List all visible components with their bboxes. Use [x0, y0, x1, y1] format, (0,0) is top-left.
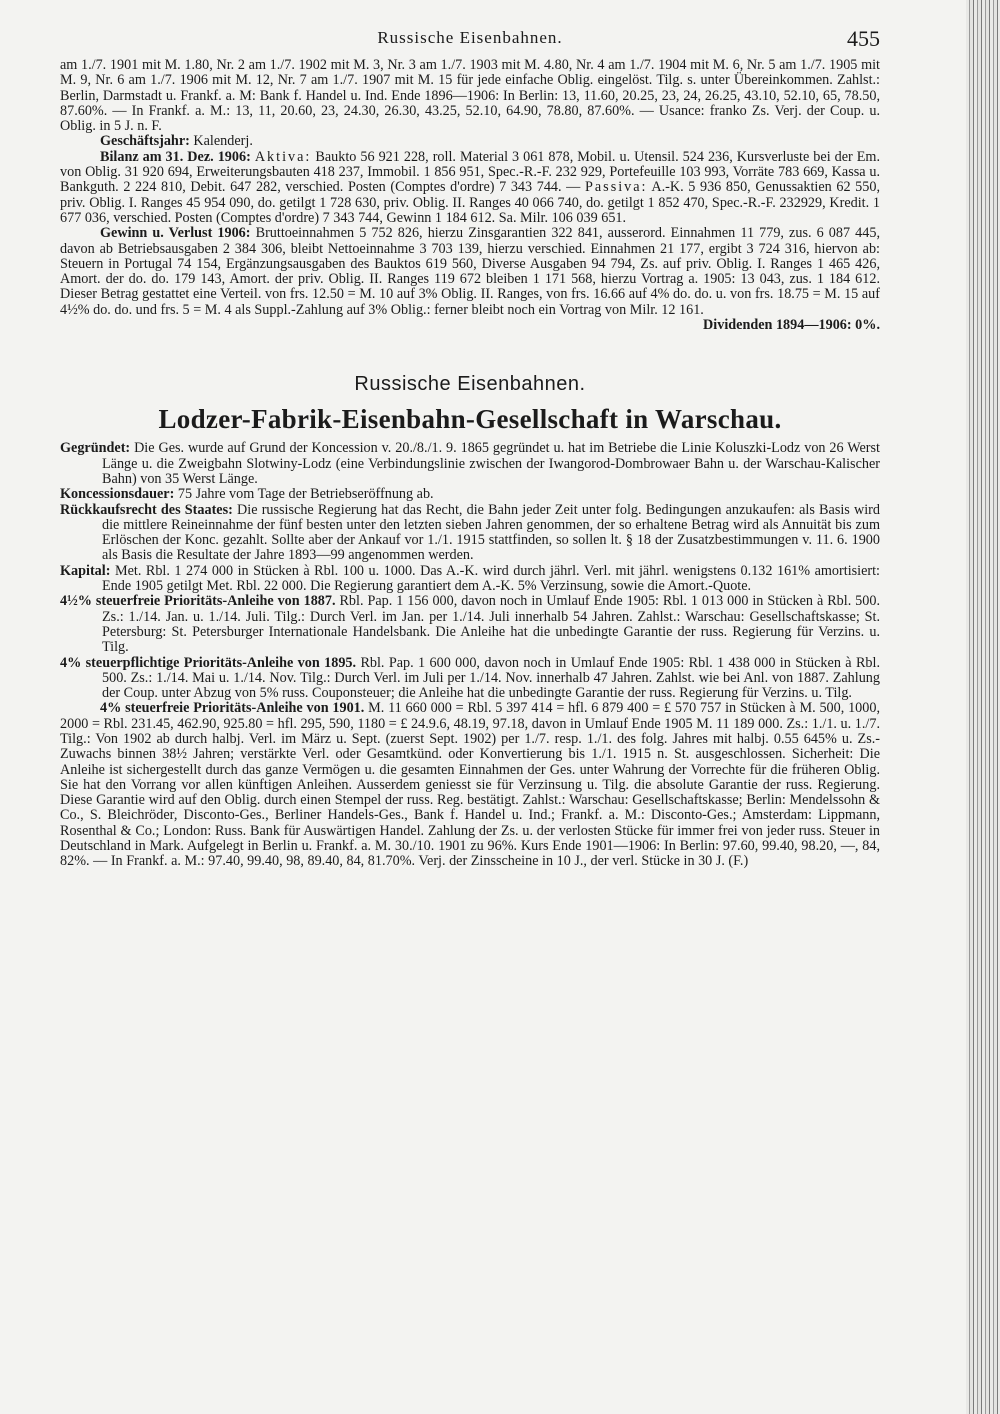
label-bilanz: Bilanz am 31. Dez. 1906: — [100, 148, 251, 165]
paragraph-intro: am 1./7. 1901 mit M. 1.80, Nr. 2 am 1./7. 1902 mit M. 3, Nr. 3 am 1./7. 1903 mit M. 4.80, Nr. 4 am 1./7. 1904 mit M. 6, Nr. 5 am 1./7. 1905 mit M. 9, Nr. 6 am 1./7. 1906 mit M. 12, Nr. 7 am 1./7. 1907 mit M. 15 für jede einfache Oblig. eingelöst. Tilg. s. unter Übereinkommen. Zahlst.: Berlin, Darmstadt u. Frankf. a. M: Bank f. Handel u. Ind. Ende 1896—1906: In Berlin: 13, 11.60, 20.25, 23, 24, 26.25, 43.10, 52.10, 65, 78.50, 87.60%. — In Frankf. a. M.: 13, 11, 20.60, 23, 24.30, 26.30, 43.25, 52.10, 64.90, 78.80, 87.60%. — Usance: franko Zs. Verj. der Coup. u. Oblig. in 5 J. n. F. — [60, 57, 880, 135]
loans-list — [60, 594, 880, 869]
entry-label: Gegründet: — [60, 440, 131, 457]
label-geschaeftsjahr: Geschäftsjahr: — [100, 133, 190, 150]
document-page — [60, 22, 880, 870]
loan-label: 4½% steuerfreie Prioritäts-Anleihe von 1887. — [60, 593, 336, 610]
loan-label: 4% steuerfreie Prioritäts-Anleihe von 1901. — [100, 700, 365, 717]
paragraph-gewinn — [60, 226, 880, 318]
label-passiva: Passiva: — [584, 179, 648, 196]
text-gewinn: Bruttoeinnahmen 5 752 826, hierzu Zinsgarantien 322 841, ausserord. Einnahmen 11 779, zus. 6 087 445, davon ab Betriebsausgaben 2 384 306, bleibt Nettoeinnahme 3 703 139, hierzu verschied. Einnahmen 21 177, ergibt 3 724 316, hiervon ab: Steuern in Portugal 74 154, Ergänzungsausgaben des Bauktos 619 560, Diverse Ausgaben 94 794, Zs. auf priv. Oblig. I. Ranges 1 465 426, Amort. der do. do. 179 143, Amort. der priv. Oblig. II. Ranges 119 672 bleiben 1 171 568, hierzu Vortrag a. 1905: 13 043, zus. 1 184 612. Dieser Betrag gestattet eine Verteil. von frs. 12.50 = M. 10 auf 3% Oblig. II. Ranges, von frs. 16.66 auf 4% do. do. u. von frs. 18.75 = M. 15 auf 4½% do. do. und frs. 5 = M. 4 als Suppl.-Zahlung auf 3% Oblig.: ferner bleibt noch ein Vortrag von Milr. 12 161. — [60, 225, 881, 318]
entry-label: Kapital: — [60, 562, 111, 579]
company-title: Lodzer-Fabrik-Eisenbahn-Gesellschaft in Warschau. — [158, 404, 782, 435]
entry-label: Rückkaufsrecht des Staates: — [60, 501, 233, 518]
entry-kapital — [60, 564, 880, 595]
loan-1901 — [60, 701, 880, 869]
entry-label: Koncessionsdauer: — [60, 486, 175, 503]
label-aktiva: Aktiva: — [254, 148, 312, 165]
loan-text: Rbl. Pap. 1 156 000, davon noch in Umlauf Ende 1905: Rbl. 1 013 000 in Stücken à Rbl. 500. Zs.: 1./14. Jan. u. 1./14. Juli. Tilg.: Durch Verl. im Jan. per 1./14. Juli innerhalb 54 Jahren. Zahlst.: Warschau: Gesellschaftskasse; St. Petersburg: St. Petersburger Internationale Handelsbank. Die Anleihe hat die unbedingte Garantie der russ. Regierung für Verzins. u. Tilg. — [102, 593, 881, 656]
loan-1895 — [60, 656, 880, 702]
running-header — [60, 22, 880, 58]
loan-text: M. 11 660 000 = Rbl. 5 397 414 = hfl. 6 879 400 = £ 570 757 in Stücken à M. 500, 1000, 2000 = Rbl. 231.45, 462.90, 925.80 = hfl. 295, 590, 1180 = £ 24.9.6, 48.19, 97.18, davon in Umlauf Ende 1905 M. 11 189 000. Zs.: 1./1. u. 1./7. Tilg.: Von 1902 ab durch halbj. Verl. im März u. Sept. (zuerst Sept. 1902) per 1./7. resp. 1./1. des folg. Jahres mit halbj. 0.55 645% u. Zs.-Zuwachs binnen 38½ Jahren; verstärkte Verl. oder Gesamtkünd. oder Konvertierung bis 1./1. 1915 n. St. ausgeschlossen. Sicherheit: Die Anleihe ist sichergestellt durch das ganze Vermögen u. die gesamten Einnahmen der Ges. unter Wahrung der Vorrechte für die früheren Oblig. Sie hat den Vorrang vor allen künftigen Anleihen. Ausserdem geniesst sie für Verzinsung u. Tilg. die absolute Garantie der russ. Regierung. Diese Garantie wird auf den Oblig. durch einen Stempel der russ. Reg. bestätigt. Zahlst.: Warschau: Gesellschaftskasse; Berlin: Mendelssohn & Co., S. Bleichröder, Disconto-Ges., Berliner Handels-Ges., Bank f. Handel u. Ind.; Frankf. a. M.: Disconto-Ges.; Amsterdam: Lippmann, Rosenthal & Co.; London: Russ. Bank für Auswärtigen Handel. Zahlung der Zs. u. der verlosten Stücke für immer frei von jeder russ. Steuer in Deutschland in Mark. Aufgelegt in Berlin u. Frankf. a. M. 30./10. 1901 zu 96%. Kurs Ende 1901—1906: In Berlin: 97.60, 99.40, 98.20, —, 84, 82%. — In Frankf. a. M.: 97.40, 99.40, 98, 89.40, 84, 81.70%. Verj. der Zinsscheine in 10 J., der verl. Stücke in 30 J. (F.) — [60, 700, 880, 870]
page-edge — [966, 0, 1000, 1414]
loan-label: 4% steuerpflichtige Prioritäts-Anleihe von 1895. — [60, 654, 357, 671]
entry-gegruendet — [60, 441, 880, 487]
page-number: 455 — [847, 26, 880, 51]
loan-1887 — [60, 594, 880, 655]
entries-list — [60, 441, 880, 594]
section-title: Russische Eisenbahnen. — [354, 373, 586, 396]
text-aktiva: Baukto 56 921 228, roll. Material 3 061 878, Mobil. u. Utensil. 524 236, Kursverluste bei der Em. von Oblig. 31 920 694, Erweiterungsbauten 418 237, Immobil. 1 856 951, Spec.-R.-F. 232 929, Portefeuille 103 993, Vorräte 783 669, Kassa u. Bankguth. 2 224 810, Debit. 647 282, verschied. Posten (Comptes d'ordre) 7 343 744. — — [60, 148, 881, 196]
running-title: Russische Eisenbahnen. — [377, 28, 563, 47]
entry-text: Die russische Regierung hat das Recht, die Bahn jeder Zeit unter folg. Bedingungen anzukaufen: als Basis wird die mittlere Reineinnahme der fünf besten unter den letzten sieben Jahren genommen, der so erhaltene Betrag wird als Annuität bis zum Erlöschen der Konc. gezahlt. Sollte aber der Ankauf vor 1./1. 1915 stattfinden, so sollen lt. § 18 der Zusatzbestimmungen v. 11. 6. 1900 als Basis die Resultate der Jahre 1893—99 angenommen werden. — [102, 501, 880, 564]
loan-text: Rbl. Pap. 1 600 000, davon noch in Umlauf Ende 1905: Rbl. 1 438 000 in Stücken à Rbl. 500. Zs.: 1./14. Mai u. 1./14. Nov. Tilg.: Durch Verl. im Juli per 1./14. Nov. innerhalb 47 Jahren. Zahlst. wie bei Anl. von 1887. Zahlung der Coup. unter Abzug von 5% russ. Couponsteuer; die Anleihe hat die unbedingte Garantie der russ. Regierung für Verzins. u. Tilg. — [102, 654, 880, 702]
dividenden-line: Dividenden 1894—1906: 0%. — [703, 317, 880, 334]
text-passiva: A.-K. 5 936 850, Genussaktien 62 550, priv. Oblig. I. Ranges 45 954 090, do. getilgt 1 728 630, priv. Oblig. II. Ranges 40 066 740, do. getilgt 1 852 470, Spec.-R.-F. 232929, Kredit. 1 677 036, verschied. Posten (Comptes d'ordre) 7 343 744, Gewinn 1 184 612. Sa. Milr. 106 039 651. — [60, 179, 881, 226]
label-gewinn: Gewinn u. Verlust 1906: — [100, 225, 251, 242]
paragraph-bilanz — [60, 150, 880, 226]
entry-text: Met. Rbl. 1 274 000 in Stücken à Rbl. 100 u. 1000. Das A.-K. wird durch jährl. Verl. mit jährl. wenigstens 0.132 161% amortisiert: Ende 1905 getilgt Met. Rbl. 22 000. Die Regierung garantiert dem A.-K. 5% Verzinsung, sowie die Amort.-Quote. — [102, 562, 881, 595]
entry-text: Die Ges. wurde auf Grund der Koncession v. 20./8./1. 9. 1865 gegründet u. hat im Betriebe die Linie Koluszki-Lodz von 26 Werst Länge u. die Zweigbahn Slotwiny-Lodz (eine Verbindungslinie zwischen der Iwangorod-Dombrowaer Bahn u. der Warschau-Kalischer Bahn) von 35 Werst Länge. — [102, 440, 880, 487]
entry-text: 75 Jahre vom Tage der Betriebseröffnung ab. — [177, 486, 434, 503]
text-geschaeftsjahr: Kalenderj. — [193, 133, 253, 150]
entry-koncessionsdauer — [60, 487, 880, 502]
entry-rueckkaufsrecht — [60, 503, 880, 564]
paragraph-geschaeftsjahr — [60, 134, 880, 149]
